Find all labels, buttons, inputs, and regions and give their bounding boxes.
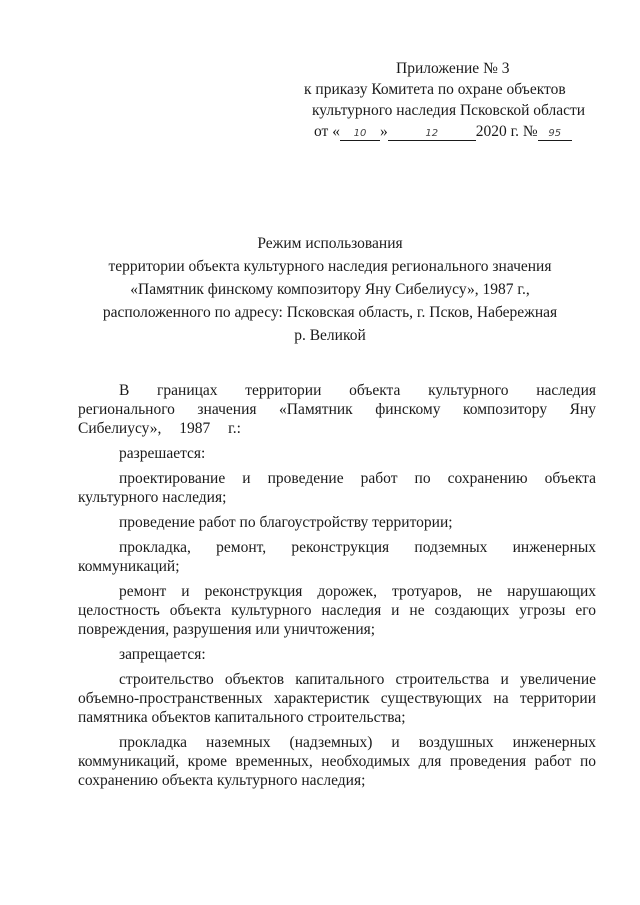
allowed-item-3: прокладка, ремонт, реконструкция подземных инженерных коммуникаций; [78, 539, 596, 575]
heading-line-3: «Памятник финскому композитору Яну Сибелиусу», 1987 г., [130, 281, 530, 298]
forbidden-item-2: прокладка наземных (надземных) и воздушных инженерных коммуникаций, кроме временных, необходимых для проведения работ по сохранению объекта культурного наследия; [78, 734, 596, 789]
date-prefix: от « [314, 123, 340, 140]
allowed-item-4: ремонт и реконструкция дорожек, тротуаров, не нарушающих целостность объекта культурного наследия и не создающих угрозы его повреждения, разрушения или уничтожения; [78, 583, 596, 638]
order-number-field: 95 [538, 127, 572, 141]
heading-title: Режим использования [257, 235, 403, 252]
appendix-committee-line: культурного наследия Псковской области [312, 102, 586, 119]
heading-line-4: расположенного по адресу: Псковская область, г. Псков, Набережная [102, 304, 558, 321]
heading-line-2: территории объекта культурного наследия регионального значения [108, 258, 552, 275]
date-day-field: 10 [340, 127, 380, 141]
allowed-label: разрешается: [119, 445, 206, 462]
date-month-field: 12 [388, 127, 476, 141]
date-mid: » [379, 123, 388, 140]
allowed-item-2: проведение работ по благоустройству территории; [119, 514, 453, 531]
heading-line-5: р. Великой [294, 327, 366, 344]
intro-paragraph: В границах территории объекта культурного наследия регионального значения «Памятник финскому композитору Яну Сибелиусу», 1987 г.: [78, 382, 596, 437]
document-body [78, 381, 596, 796]
allowed-item-1: проектирование и проведение работ по сохранению объекта культурного наследия; [78, 470, 596, 506]
appendix-block [300, 58, 610, 142]
forbidden-item-1: строительство объектов капитального строительства и увеличение объемно-пространственных характеристик существующих на территории памятника объектов капитального строительства; [78, 671, 596, 726]
appendix-title: Приложение № 3 [396, 60, 510, 77]
appendix-order-line: к приказу Комитета по охране объектов [304, 81, 566, 98]
document-heading [60, 232, 600, 347]
appendix-date-line [300, 121, 610, 142]
date-year-text: 2020 г. № [475, 123, 538, 140]
forbidden-label: запрещается: [119, 646, 206, 663]
